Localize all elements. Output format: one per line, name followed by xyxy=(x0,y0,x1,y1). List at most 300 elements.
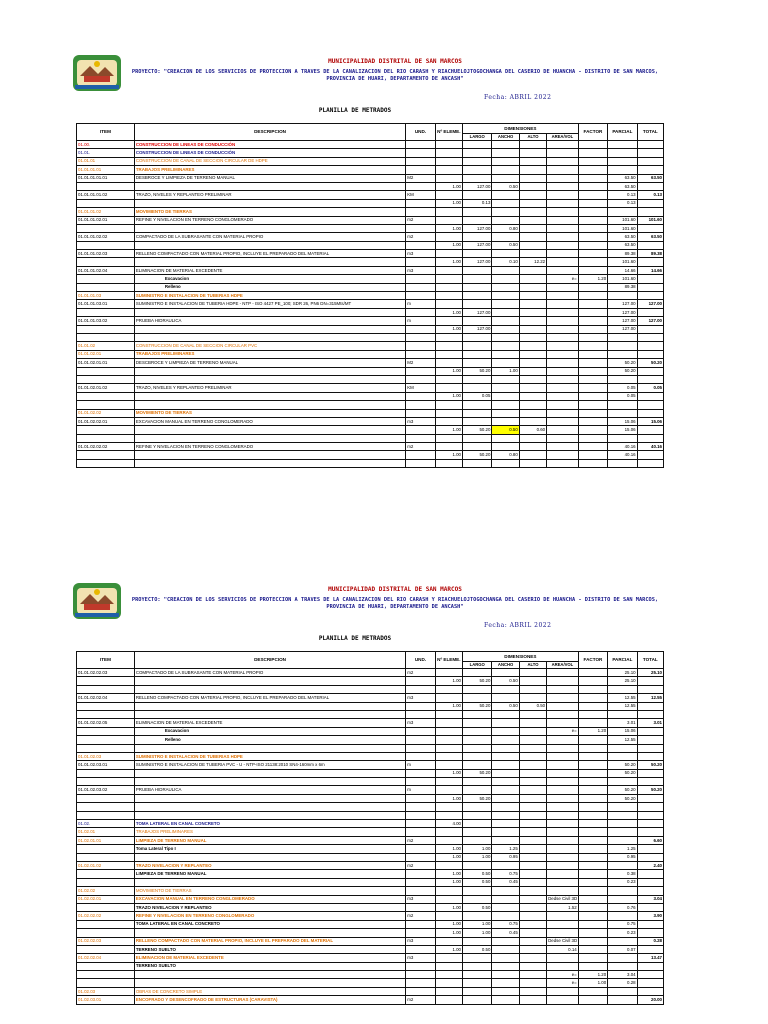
cell-und xyxy=(406,820,435,828)
cell-total xyxy=(637,166,663,174)
cell-ancho xyxy=(492,979,519,987)
cell-total xyxy=(637,199,663,207)
cell-nel xyxy=(435,786,462,794)
cell-und xyxy=(406,157,435,165)
cell-factor xyxy=(578,350,607,358)
cell-item: 01.01.01.01.01 xyxy=(77,174,135,182)
table-row xyxy=(77,367,664,375)
cell-parcial: 127.00 xyxy=(608,308,637,316)
cell-item: 01.01.02 xyxy=(77,342,135,350)
cell-nel: 1.00 xyxy=(435,258,462,266)
cell-desc: TRAZO, NIVELES Y REPLANTEO PRELIMINAR xyxy=(134,384,405,392)
cell-desc: EXCAVACION MANUAL EN TERRENO CONGLOMERADO xyxy=(134,417,405,425)
cell-desc: CONSTRUCCION DE CANAL DE SECCION CIRCULAR DE HDPE xyxy=(134,157,405,165)
cell-ancho xyxy=(492,308,519,316)
cell-area xyxy=(547,878,579,886)
cell-largo xyxy=(463,828,492,836)
cell-item xyxy=(77,677,135,685)
cell-item: 01.01.01.02.03 xyxy=(77,250,135,258)
cell-nel xyxy=(435,778,462,786)
cell-largo xyxy=(463,157,492,165)
cell-nel xyxy=(435,417,462,425)
cell-nel xyxy=(435,216,462,224)
cell-factor xyxy=(578,292,607,300)
cell-item: 01.01.02.01 xyxy=(77,350,135,358)
cell-area xyxy=(547,761,579,769)
cell-ancho xyxy=(492,996,519,1004)
table-row xyxy=(77,149,664,157)
cell-nel: 1.00 xyxy=(435,392,462,400)
cell-ancho xyxy=(492,283,519,291)
cell-ancho: 1.00 xyxy=(492,367,519,375)
cell-factor xyxy=(578,761,607,769)
table-row xyxy=(77,836,664,844)
cell-item xyxy=(77,853,135,861)
cell-area xyxy=(547,803,579,811)
table-row xyxy=(77,174,664,182)
cell-total: 12.55 xyxy=(637,694,663,702)
cell-parcial: 1.25 xyxy=(608,845,637,853)
table-row xyxy=(77,300,664,308)
cell-parcial xyxy=(608,292,637,300)
cell-parcial: 63.50 xyxy=(608,233,637,241)
cell-und xyxy=(406,182,435,190)
cell-item: 01.01.02.02.02 xyxy=(77,443,135,451)
cell-desc xyxy=(134,241,405,249)
cell-parcial: 50.20 xyxy=(608,794,637,802)
cell-item xyxy=(77,962,135,970)
cell-area xyxy=(547,342,579,350)
cell-alto xyxy=(519,853,546,861)
cell-item xyxy=(77,778,135,786)
cell-ancho xyxy=(492,954,519,962)
cell-alto xyxy=(519,828,546,836)
cell-largo: 50.20 xyxy=(463,677,492,685)
cell-ancho xyxy=(492,887,519,895)
col-alto: ALTO xyxy=(519,662,546,669)
cell-parcial: 50.20 xyxy=(608,367,637,375)
cell-nel: 1.00 xyxy=(435,426,462,434)
cell-nel: 1.00 xyxy=(435,945,462,953)
cell-largo: 50.20 xyxy=(463,367,492,375)
cell-desc xyxy=(134,769,405,777)
cell-largo xyxy=(463,342,492,350)
cell-und: m3 xyxy=(406,694,435,702)
table-row xyxy=(77,325,664,333)
table-header-row xyxy=(77,124,664,134)
cell-alto xyxy=(519,174,546,182)
cell-ancho xyxy=(492,443,519,451)
cell-factor xyxy=(578,895,607,903)
cell-nel xyxy=(435,719,462,727)
cell-area: e= xyxy=(547,727,579,735)
table-row xyxy=(77,333,664,341)
cell-largo xyxy=(463,317,492,325)
cell-factor xyxy=(578,861,607,869)
cell-alto xyxy=(519,861,546,869)
cell-ancho xyxy=(492,166,519,174)
cell-total: 3.01 xyxy=(637,719,663,727)
cell-und: m3 xyxy=(406,417,435,425)
cell-desc xyxy=(134,685,405,693)
cell-und xyxy=(406,258,435,266)
cell-desc xyxy=(134,182,405,190)
cell-ancho xyxy=(492,174,519,182)
cell-parcial xyxy=(608,803,637,811)
cell-largo xyxy=(463,719,492,727)
cell-parcial: 0.76 xyxy=(608,903,637,911)
cell-area xyxy=(547,216,579,224)
col-factor: FACTOR xyxy=(578,652,607,669)
cell-item: 01.01.01.01 xyxy=(77,166,135,174)
cell-area xyxy=(547,359,579,367)
cell-factor xyxy=(578,182,607,190)
table-row xyxy=(77,199,664,207)
cell-area xyxy=(547,861,579,869)
table-row xyxy=(77,409,664,417)
table-row xyxy=(77,157,664,165)
cell-total: 0.28 xyxy=(637,937,663,945)
cell-total: 127.00 xyxy=(637,300,663,308)
cell-factor xyxy=(578,710,607,718)
cell-nel: 1.00 xyxy=(435,702,462,710)
cell-item xyxy=(77,451,135,459)
table-row xyxy=(77,895,664,903)
cell-area xyxy=(547,685,579,693)
cell-ancho: 0.80 xyxy=(492,224,519,232)
cell-largo: 0.50 xyxy=(463,870,492,878)
cell-factor xyxy=(578,367,607,375)
cell-largo xyxy=(463,233,492,241)
cell-total xyxy=(637,224,663,232)
cell-und: KM xyxy=(406,384,435,392)
cell-alto xyxy=(519,191,546,199)
cell-parcial: 14.66 xyxy=(608,266,637,274)
col-alto: ALTO xyxy=(519,134,546,141)
cell-area xyxy=(547,451,579,459)
cell-item xyxy=(77,727,135,735)
cell-alto xyxy=(519,224,546,232)
cell-area xyxy=(547,182,579,190)
cell-nel xyxy=(435,727,462,735)
cell-total xyxy=(637,920,663,928)
cell-desc: TRABAJOS PRELIMINARES xyxy=(134,828,405,836)
cell-item: 01.01.02.01.02 xyxy=(77,384,135,392)
cell-alto xyxy=(519,409,546,417)
table-row xyxy=(77,820,664,828)
cell-largo xyxy=(463,174,492,182)
cell-total: 50.20 xyxy=(637,786,663,794)
cell-factor xyxy=(578,166,607,174)
cell-largo xyxy=(463,275,492,283)
cell-area xyxy=(547,250,579,258)
cell-alto xyxy=(519,308,546,316)
cell-factor xyxy=(578,300,607,308)
cell-area xyxy=(547,258,579,266)
cell-und: m xyxy=(406,300,435,308)
cell-largo xyxy=(463,727,492,735)
cell-desc: OBRAS DE CONCRETO SIMPLE xyxy=(134,987,405,995)
table-row xyxy=(77,685,664,693)
cell-parcial xyxy=(608,912,637,920)
cell-item xyxy=(77,308,135,316)
cell-item: 01.01.02.03 xyxy=(77,752,135,760)
municipality-name: MUNICIPALIDAD DISTRITAL DE SAN MARCOS xyxy=(328,586,462,593)
project-title: PROYECTO: "CREACION DE LOS SERVICIOS DE PROTECCION A TRAVES DE LA CANALIZACION DEL RIO CARASH Y RIACHUELOJTOGOCHANGA DEL CASERIO DE HUANCHA - DISTRITO DE SAN MARCOS, PROVINCIA DE HUARI, DEPARTAMENTO DE ANCASH" xyxy=(131,597,659,610)
cell-largo xyxy=(463,979,492,987)
cell-area xyxy=(547,241,579,249)
cell-desc xyxy=(134,979,405,987)
col-nel: Nº ELEME. xyxy=(435,652,462,669)
cell-parcial xyxy=(608,375,637,383)
cell-total xyxy=(637,409,663,417)
cell-und: m3 xyxy=(406,954,435,962)
cell-alto xyxy=(519,979,546,987)
cell-alto xyxy=(519,744,546,752)
cell-nel xyxy=(435,275,462,283)
cell-factor xyxy=(578,887,607,895)
cell-und xyxy=(406,702,435,710)
cell-alto xyxy=(519,359,546,367)
cell-item: 01.02.02.04 xyxy=(77,954,135,962)
cell-factor xyxy=(578,174,607,182)
cell-und xyxy=(406,811,435,819)
cell-factor xyxy=(578,224,607,232)
cell-desc xyxy=(134,224,405,232)
cell-total: 127.00 xyxy=(637,317,663,325)
cell-und xyxy=(406,409,435,417)
cell-total xyxy=(637,736,663,744)
cell-area xyxy=(547,929,579,937)
cell-total xyxy=(637,945,663,953)
cell-alto xyxy=(519,149,546,157)
cell-ancho xyxy=(492,987,519,995)
cell-item xyxy=(77,333,135,341)
date-label: Fecha: ABRIL 2022 xyxy=(484,94,552,101)
cell-ancho xyxy=(492,736,519,744)
cell-ancho xyxy=(492,895,519,903)
cell-desc: DESBROCE Y LIMPIEZA DE TERRENO MANUAL xyxy=(134,174,405,182)
cell-item: 01.00. xyxy=(77,141,135,149)
cell-ancho xyxy=(492,719,519,727)
cell-largo: 50.20 xyxy=(463,451,492,459)
cell-parcial: 0.23 xyxy=(608,929,637,937)
table-row xyxy=(77,736,664,744)
cell-desc: EXCAVACION MANUAL EN TERRENO CONGLOMERADO xyxy=(134,895,405,903)
table-row xyxy=(77,401,664,409)
cell-area: e= xyxy=(547,971,579,979)
cell-ancho xyxy=(492,685,519,693)
cell-total xyxy=(637,769,663,777)
col-item: ITEM xyxy=(77,124,135,141)
cell-item xyxy=(77,803,135,811)
cell-nel xyxy=(435,937,462,945)
cell-factor: 1.20 xyxy=(578,727,607,735)
cell-total: 14.66 xyxy=(637,266,663,274)
cell-und: m2 xyxy=(406,233,435,241)
cell-ancho xyxy=(492,778,519,786)
cell-und xyxy=(406,685,435,693)
cell-total xyxy=(637,853,663,861)
cell-ancho xyxy=(492,384,519,392)
cell-area xyxy=(547,367,579,375)
cell-parcial: 0.13 xyxy=(608,199,637,207)
cell-desc: RELLENO COMPACTADO CON MATERIAL PROPIO, INCLUYE EL PREPARADO DEL MATERIAL xyxy=(134,694,405,702)
cell-item: 01.02. xyxy=(77,820,135,828)
cell-ancho xyxy=(492,971,519,979)
cell-total: 89.38 xyxy=(637,250,663,258)
cell-alto xyxy=(519,761,546,769)
cell-desc: MOVIMIENTO DE TIERRAS xyxy=(134,409,405,417)
cell-desc: Excavacion xyxy=(134,275,405,283)
cell-nel xyxy=(435,912,462,920)
cell-largo: 1.00 xyxy=(463,845,492,853)
cell-und xyxy=(406,803,435,811)
cell-alto xyxy=(519,266,546,274)
cell-ancho xyxy=(492,459,519,467)
cell-nel xyxy=(435,342,462,350)
cell-area xyxy=(547,845,579,853)
cell-total xyxy=(637,778,663,786)
cell-largo xyxy=(463,434,492,442)
cell-factor xyxy=(578,828,607,836)
cell-total: 20.00 xyxy=(637,996,663,1004)
cell-parcial: 0.38 xyxy=(608,870,637,878)
cell-parcial xyxy=(608,208,637,216)
cell-und xyxy=(406,333,435,341)
table-row xyxy=(77,929,664,937)
cell-largo: 50.20 xyxy=(463,426,492,434)
cell-nel: 1.00 xyxy=(435,308,462,316)
cell-und xyxy=(406,451,435,459)
cell-und: m3 xyxy=(406,719,435,727)
table-row xyxy=(77,912,664,920)
cell-parcial: 25.10 xyxy=(608,677,637,685)
cell-nel xyxy=(435,166,462,174)
table-row xyxy=(77,694,664,702)
cell-und: m2 xyxy=(406,861,435,869)
cell-parcial xyxy=(608,401,637,409)
cell-ancho xyxy=(492,820,519,828)
cell-und: M2 xyxy=(406,174,435,182)
cell-nel xyxy=(435,333,462,341)
cell-total: 63.50 xyxy=(637,233,663,241)
cell-nel xyxy=(435,811,462,819)
cell-item xyxy=(77,794,135,802)
cell-ancho xyxy=(492,744,519,752)
cell-total xyxy=(637,333,663,341)
cell-total: 101.60 xyxy=(637,216,663,224)
cell-ancho: 0.75 xyxy=(492,870,519,878)
cell-desc xyxy=(134,929,405,937)
cell-parcial: 0.28 xyxy=(608,979,637,987)
cell-item xyxy=(77,845,135,853)
cell-ancho xyxy=(492,141,519,149)
cell-total: 40.16 xyxy=(637,443,663,451)
cell-area xyxy=(547,459,579,467)
cell-parcial: 101.60 xyxy=(608,216,637,224)
cell-und: m2 xyxy=(406,836,435,844)
cell-item xyxy=(77,811,135,819)
cell-factor xyxy=(578,233,607,241)
cell-factor: 1.20 xyxy=(578,275,607,283)
cell-alto xyxy=(519,954,546,962)
cell-desc: PRUEBA HIDRAULICA xyxy=(134,317,405,325)
cell-desc: TOMA LATERAL EN CANAL CONCRETO xyxy=(134,820,405,828)
table-row xyxy=(77,308,664,316)
cell-area: Dedse Civil 3D xyxy=(547,937,579,945)
col-largo: LARGO xyxy=(463,662,492,669)
cell-largo xyxy=(463,811,492,819)
cell-desc xyxy=(134,434,405,442)
cell-nel xyxy=(435,710,462,718)
cell-nel xyxy=(435,971,462,979)
cell-ancho xyxy=(492,669,519,677)
cell-item xyxy=(77,401,135,409)
cell-alto xyxy=(519,317,546,325)
cell-alto xyxy=(519,182,546,190)
cell-parcial xyxy=(608,778,637,786)
cell-largo: 0.50 xyxy=(463,878,492,886)
cell-total xyxy=(637,803,663,811)
cell-und: m2 xyxy=(406,669,435,677)
cell-item: 01.02.02 xyxy=(77,887,135,895)
cell-parcial: 0.07 xyxy=(608,945,637,953)
col-area: AREA/VOL xyxy=(547,134,579,141)
cell-desc: REFINE Y NIVELACION EN TERRENO CONGLOMERADO xyxy=(134,216,405,224)
cell-und xyxy=(406,878,435,886)
cell-und xyxy=(406,929,435,937)
cell-und xyxy=(406,945,435,953)
cell-largo xyxy=(463,141,492,149)
cell-item: 01.01.02.02.01 xyxy=(77,417,135,425)
cell-item xyxy=(77,325,135,333)
cell-parcial: 0.75 xyxy=(608,920,637,928)
cell-und xyxy=(406,778,435,786)
cell-factor xyxy=(578,870,607,878)
cell-parcial xyxy=(608,409,637,417)
cell-area xyxy=(547,166,579,174)
col-und: UND. xyxy=(406,124,435,141)
cell-total xyxy=(637,375,663,383)
cell-area xyxy=(547,920,579,928)
table-row xyxy=(77,392,664,400)
table-row xyxy=(77,962,664,970)
cell-alto xyxy=(519,786,546,794)
cell-item: 01.01.01.02.04 xyxy=(77,266,135,274)
cell-total: 15.06 xyxy=(637,417,663,425)
cell-alto xyxy=(519,283,546,291)
cell-factor xyxy=(578,903,607,911)
cell-factor xyxy=(578,157,607,165)
cell-desc: ELIMINACION DE MATERIAL EXCEDENTE xyxy=(134,266,405,274)
cell-parcial xyxy=(608,954,637,962)
col-ancho: ANCHO xyxy=(492,662,519,669)
cell-desc: Excavacion xyxy=(134,727,405,735)
cell-largo xyxy=(463,166,492,174)
cell-und xyxy=(406,401,435,409)
cell-desc: CONSTRUCCION DE LINEAS DE CONDUCCIÓN xyxy=(134,141,405,149)
cell-factor xyxy=(578,141,607,149)
cell-largo xyxy=(463,962,492,970)
table-row xyxy=(77,241,664,249)
cell-alto xyxy=(519,929,546,937)
table-row xyxy=(77,417,664,425)
cell-nel: 1.00 xyxy=(435,845,462,853)
cell-total: 6.60 xyxy=(637,836,663,844)
cell-factor xyxy=(578,811,607,819)
cell-nel xyxy=(435,292,462,300)
